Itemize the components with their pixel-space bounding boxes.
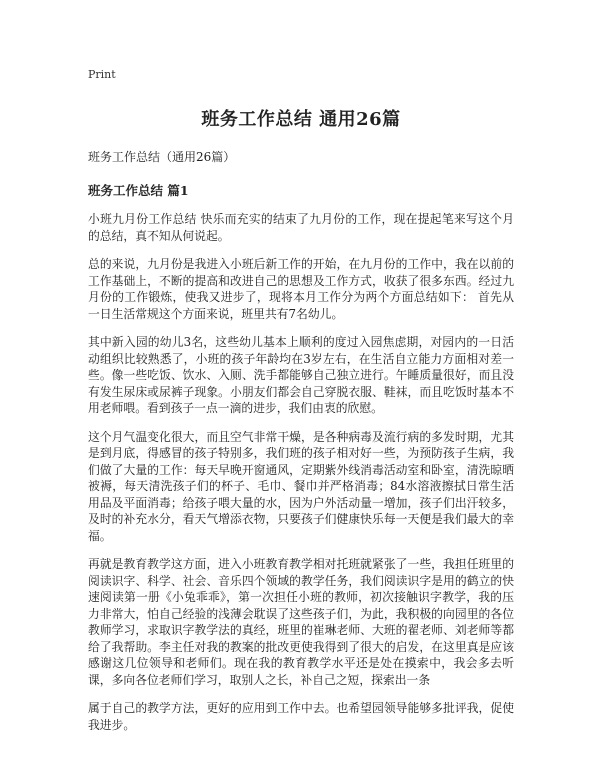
print-label: Print	[88, 68, 116, 81]
document-subtitle: 班务工作总结（通用26篇）	[88, 150, 236, 164]
paragraph-5: 再就是教育教学这方面，进入小班教育教学相对托班就紧张了一些，我担任班里的阅读识字、科学、社会、音乐四个领域的教学任务，我们阅读识字是用的鹤立的快速阅读第一册《小兔乖乖》，第一次担任小班的教师，初次接触识字教学，我的压力非常大，怕自己经验的浅薄会耽误了这些孩子们，为此，我积极的向园里的各位教师学习，求取识字教学法的真经，班里的崔琳老师、大班的翟老师、刘老师等都给了我帮助。李主任对我的教案的批改更使我得到了很大的启发，在这里真是应该感谢这几位领导和老师们。现在我的教育教学水平还是处在摸索中，我会多去听课，多向各位老师们学习，取别人之长，补自己之短，探索出一条	[88, 557, 514, 687]
paragraph-6: 属于自己的教学方法，更好的应用到工作中去。也希望园领导能够多批评我，促使我进步。	[88, 701, 514, 732]
section-heading: 班务工作总结 篇1	[88, 183, 189, 198]
document-title: 班务工作总结 通用26篇	[201, 109, 401, 130]
paragraph-3: 其中新入园的幼儿3名，这些幼儿基本上顺利的度过入园焦虑期，对园内的一日活动组织比较熟悉了，小班的孩子年龄均在3岁左右，在生活自立能力方面相对差一些。像一些吃饭、饮水、入厕、洗手都能够自己独立进行。午睡质量很好，而且没有发生尿床或尿裤子现象。小朋友们都会自己穿脱衣服、鞋袜，而且吃饭时基本不用老师喂。看到孩子一点一滴的进步，我们由衷的欣慰。	[88, 335, 514, 415]
paragraph-2: 总的来说，九月份是我进入小班后新工作的开始，在九月份的工作中，我在以前的工作基础上，不断的提高和改进自己的思想及工作方式，收获了很多东西。经过九月份的工作锻炼，使我又进步了，现将本月工作分为两个方面总结如下： 首先从一日生活常规这个方面来说，班里共有7名幼儿。	[88, 257, 514, 321]
paragraph-4: 这个月气温变化很大，而且空气非常干燥，是各种病毒及流行病的多发时期，尤其是到月底，得感冒的孩子特别多，我们班的孩子相对好一些，为预防孩子生病，我们做了大量的工作：每天早晚开窗通风，定期紫外线消毒活动室和卧室，清洗晾晒被褥，每天清洗孩子们的杯子、毛巾、餐巾并严格消毒；84水溶液擦拭日常生活用品及平面消毒；给孩子喂大量的水，因为户外活动量一增加，孩子们出汗较多，及时的补充水分，看天气增添衣物，只要孩子们健康快乐每一天便是我们最大的幸福。	[88, 429, 514, 543]
paragraph-1: 小班九月份工作总结 快乐而充实的结束了九月份的工作，现在提起笔来写这个月的总结，真不知从何说起。	[88, 212, 514, 243]
